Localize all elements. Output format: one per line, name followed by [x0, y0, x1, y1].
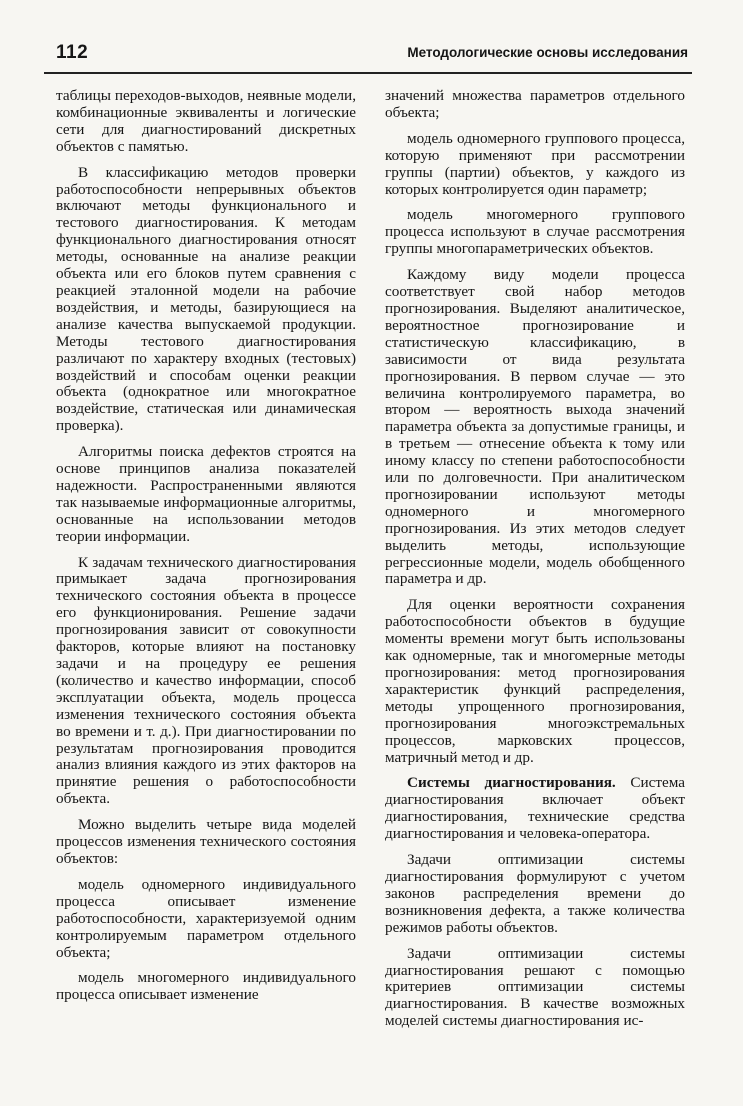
- list-paragraph: модель многомерного группового процесса используют в случае рассмотрения группы многопараметрических объектов.: [385, 206, 685, 258]
- section-heading: Системы диагностирования.: [407, 774, 616, 792]
- paragraph: Каждому виду модели процесса соответствует свой набор методов прогнозирования. Выделяют аналитическое, вероятностное прогнозирование и статистическую классификацию, в зависимости от вида результата прогнозирования. В первом случае — это величина контролируемого параметра, во втором — вероятность выхода значений параметра объекта за допустимые границы, и в третьем — отнесение объекта к тому или иному классу по степени работоспособности или по долговечности. При аналитическом прогнозировании используют методы одномерного и многомерного прогнозирования. Из этих методов следует выделить методы, использующие регрессионные модели, модель обобщенного параметра и др.: [385, 266, 685, 588]
- right-column: [385, 88, 685, 1030]
- paragraph: таблицы переходов-выходов, неявные модели, комбинационные эквиваленты и логические сети для диагностирований дискретных объектов с памятью.: [56, 87, 356, 155]
- paragraph: Задачи оптимизации системы диагностирования формулируют с учетом законов распределения времени до возникновения дефекта, а также количества режимов работы объектов.: [385, 851, 685, 936]
- section-text: Система диагностирования включает объект диагностирования, технические средства диагностирования и человека-оператора.: [385, 774, 685, 843]
- list-paragraph: модель одномерного группового процесса, которую применяют при рассмотрении группы (партии) объектов, у каждого из которых контролируется один параметр;: [385, 129, 685, 198]
- list-paragraph: модель одномерного индивидуального процесса описывает изменение работоспособности, характеризуемой одним контролируемым параметром отдельного объекта;: [56, 875, 356, 961]
- section-paragraph: [385, 775, 685, 843]
- left-column: [56, 88, 356, 1004]
- paragraph: Алгоритмы поиска дефектов строятся на основе принципов анализа показателей надежности. Распространенными являются так называемые информационные алгоритмы, основанные на использовании методов теории информации.: [56, 443, 356, 545]
- paragraph: Для оценки вероятности сохранения работоспособности объектов в будущие моменты времени могут быть использованы как одномерные, так и многомерные методы прогнозирования: метод прогнозирования характеристик функций распределения, методы упрощенного прогнозирования, прогнозирования многоэкстремальных процессов, марковских процессов, матричный метод и др.: [385, 596, 685, 766]
- page-number: 112: [56, 42, 89, 63]
- page-header: [44, 36, 692, 74]
- paragraph: Можно выделить четыре вида моделей процессов изменения технического состояния объектов:: [56, 816, 356, 867]
- paragraph: значений множества параметров отдельного объекта;: [385, 87, 685, 121]
- list-paragraph: модель многомерного индивидуального процесса описывает изменение: [56, 969, 356, 1004]
- paragraph: К задачам технического диагностирования примыкает задача прогнозирования технического состояния объекта в процессе его функционирования. Решение задачи прогнозирования зависит от совокупности факторов, которые влияют на постановку задачи и на процедуру ее решения (количество и качество информации, способ эксплуатации объекта, модель процесса изменения технического состояния объекта во времени и т. д.). При диагностировании по результатам прогнозирования проводится анализ влияния каждого из этих факторов на принятие решения о работоспособности объекта.: [56, 553, 356, 808]
- paragraph: Задачи оптимизации системы диагностирования решают с помощью критериев оптимизации системы диагностирования. В качестве возможных моделей системы диагностирования ис-: [385, 944, 685, 1030]
- running-title: Методологические основы исследования: [407, 45, 688, 60]
- paragraph: В классификацию методов проверки работоспособности непрерывных объектов включают методы функционального и тестового диагностирования. К методам функционального диагностирования относят методы, основанные на анализе реакции объекта или его блоков путем сравнения с реакцией эталонной модели на рабочие воздействия, и методы, базирующиеся на анализе качества выпускаемой продукции. Методы тестового диагностирования различают по характеру входных (тестовых) воздействий и способам оценки реакции объекта (однократное или многократное воздействие, статическая или динамическая проверка).: [56, 163, 356, 435]
